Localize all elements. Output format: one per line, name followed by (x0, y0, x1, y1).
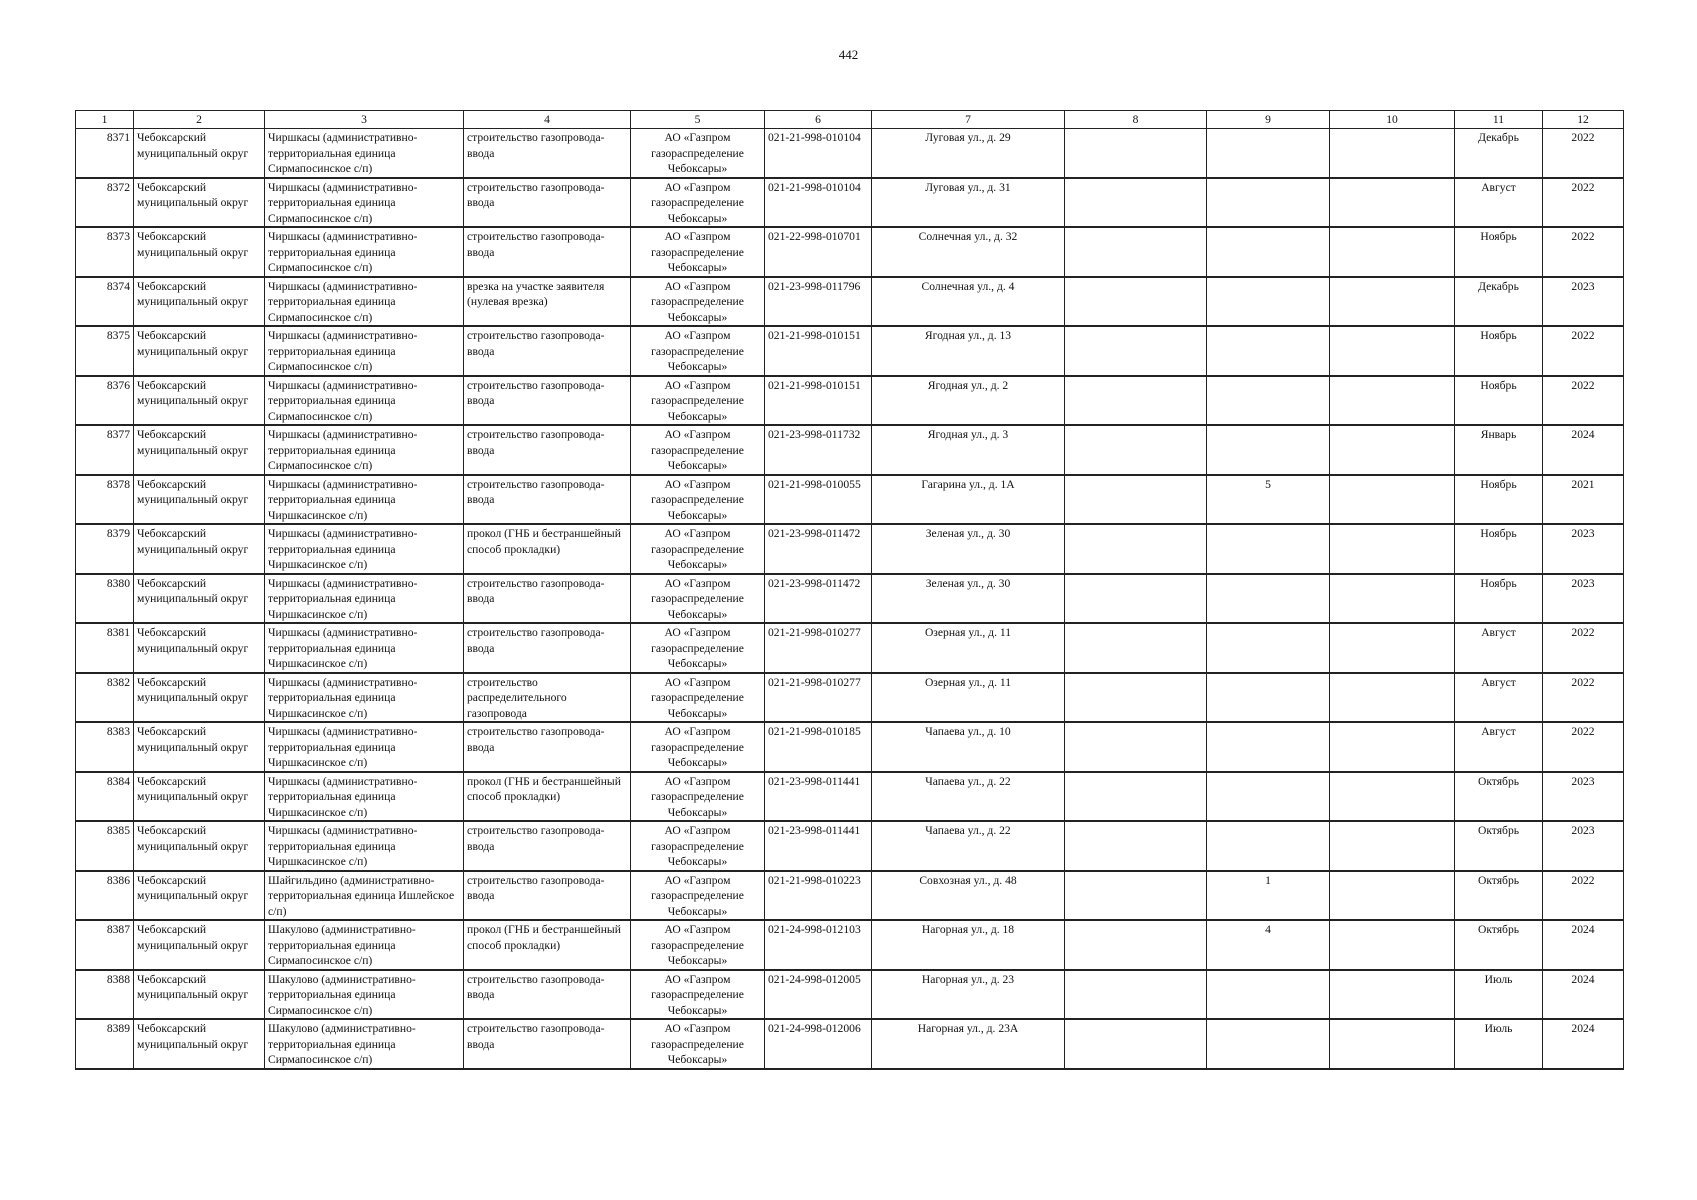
col-9-value-cell (1207, 129, 1330, 178)
application-number-cell: 021-21-998-010055 (765, 475, 872, 525)
header-col-7: 7 (872, 111, 1065, 129)
organization-cell: АО «Газпром газораспределение Чебоксары» (631, 277, 765, 327)
col-9-value-cell (1207, 574, 1330, 624)
organization-cell: АО «Газпром газораспределение Чебоксары» (631, 673, 765, 723)
table-row (76, 722, 1624, 772)
year-cell: 2023 (1543, 574, 1624, 624)
col-9-value-cell (1207, 326, 1330, 376)
col-8-value-cell (1065, 623, 1207, 673)
col-8-value-cell (1065, 524, 1207, 574)
col-8-value-cell (1065, 920, 1207, 970)
record-number-cell: 8371 (76, 129, 134, 178)
settlement-cell: Чиршкасы (административно-территориальная единица Сирмапосинское с/п) (265, 129, 464, 178)
year-cell: 2021 (1543, 475, 1624, 525)
application-number-cell: 021-21-998-010185 (765, 722, 872, 772)
settlement-cell: Шакулово (административно-территориальная единица Сирмапосинское с/п) (265, 920, 464, 970)
work-type-cell: строительство газопровода-ввода (464, 425, 631, 475)
col-8-value-cell (1065, 970, 1207, 1020)
record-number-cell: 8382 (76, 673, 134, 723)
col-8-value-cell (1065, 277, 1207, 327)
address-cell: Луговая ул., д. 31 (872, 178, 1065, 228)
application-number-cell: 021-21-998-010277 (765, 673, 872, 723)
work-type-cell: строительство газопровода-ввода (464, 227, 631, 277)
settlement-cell: Чиршкасы (административно-территориальная единица Чиршкасинское с/п) (265, 475, 464, 525)
col-9-value-cell (1207, 821, 1330, 871)
header-col-10: 10 (1330, 111, 1455, 129)
record-number-cell: 8374 (76, 277, 134, 327)
month-cell: Декабрь (1455, 129, 1543, 178)
municipal-district-cell: Чебоксарский муниципальный округ (134, 277, 265, 327)
application-number-cell: 021-21-998-010151 (765, 376, 872, 426)
settlement-cell: Чиршкасы (административно-территориальная единица Чиршкасинское с/п) (265, 673, 464, 723)
address-cell: Ягодная ул., д. 2 (872, 376, 1065, 426)
col-8-value-cell (1065, 178, 1207, 228)
col-10-value-cell (1330, 623, 1455, 673)
year-cell: 2022 (1543, 623, 1624, 673)
header-col-2: 2 (134, 111, 265, 129)
col-8-value-cell (1065, 326, 1207, 376)
col-8-value-cell (1065, 227, 1207, 277)
table-row (76, 772, 1624, 822)
work-type-cell: строительство газопровода-ввода (464, 574, 631, 624)
organization-cell: АО «Газпром газораспределение Чебоксары» (631, 970, 765, 1020)
header-col-5: 5 (631, 111, 765, 129)
settlement-cell: Шакулово (административно-территориальная единица Сирмапосинское с/п) (265, 1019, 464, 1069)
header-col-3: 3 (265, 111, 464, 129)
year-cell: 2023 (1543, 524, 1624, 574)
col-9-value-cell (1207, 376, 1330, 426)
work-type-cell: строительство газопровода-ввода (464, 1019, 631, 1069)
address-cell: Зеленая ул., д. 30 (872, 574, 1065, 624)
year-cell: 2022 (1543, 376, 1624, 426)
month-cell: Декабрь (1455, 277, 1543, 327)
col-10-value-cell (1330, 376, 1455, 426)
settlement-cell: Чиршкасы (административно-территориальная единица Сирмапосинское с/п) (265, 425, 464, 475)
address-cell: Чапаева ул., д. 10 (872, 722, 1065, 772)
month-cell: Ноябрь (1455, 376, 1543, 426)
work-type-cell: строительство газопровода-ввода (464, 871, 631, 921)
organization-cell: АО «Газпром газораспределение Чебоксары» (631, 623, 765, 673)
year-cell: 2024 (1543, 1019, 1624, 1069)
application-number-cell: 021-21-998-010151 (765, 326, 872, 376)
organization-cell: АО «Газпром газораспределение Чебоксары» (631, 129, 765, 178)
header-col-4: 4 (464, 111, 631, 129)
header-col-9: 9 (1207, 111, 1330, 129)
col-9-value-cell (1207, 772, 1330, 822)
organization-cell: АО «Газпром газораспределение Чебоксары» (631, 376, 765, 426)
gas-connection-register-table (75, 110, 1624, 1070)
col-10-value-cell (1330, 227, 1455, 277)
col-9-value-cell (1207, 1019, 1330, 1069)
month-cell: Август (1455, 673, 1543, 723)
table-row (76, 277, 1624, 327)
municipal-district-cell: Чебоксарский муниципальный округ (134, 821, 265, 871)
table-row (76, 326, 1624, 376)
record-number-cell: 8388 (76, 970, 134, 1020)
address-cell: Луговая ул., д. 29 (872, 129, 1065, 178)
address-cell: Совхозная ул., д. 48 (872, 871, 1065, 921)
table-row (76, 227, 1624, 277)
address-cell: Ягодная ул., д. 13 (872, 326, 1065, 376)
table-row (76, 129, 1624, 178)
work-type-cell: строительство газопровода-ввода (464, 129, 631, 178)
year-cell: 2023 (1543, 821, 1624, 871)
table-row (76, 623, 1624, 673)
application-number-cell: 021-24-998-012103 (765, 920, 872, 970)
col-9-value-cell (1207, 673, 1330, 723)
application-number-cell: 021-23-998-011796 (765, 277, 872, 327)
table-row (76, 673, 1624, 723)
municipal-district-cell: Чебоксарский муниципальный округ (134, 376, 265, 426)
col-10-value-cell (1330, 673, 1455, 723)
col-10-value-cell (1330, 722, 1455, 772)
address-cell: Ягодная ул., д. 3 (872, 425, 1065, 475)
organization-cell: АО «Газпром газораспределение Чебоксары» (631, 475, 765, 525)
col-9-value-cell (1207, 277, 1330, 327)
settlement-cell: Чиршкасы (административно-территориальная единица Чиршкасинское с/п) (265, 574, 464, 624)
work-type-cell: строительство распределительного газопровода (464, 673, 631, 723)
record-number-cell: 8386 (76, 871, 134, 921)
municipal-district-cell: Чебоксарский муниципальный округ (134, 1019, 265, 1069)
col-9-value-cell (1207, 623, 1330, 673)
header-col-11: 11 (1455, 111, 1543, 129)
register-body (76, 129, 1624, 1069)
record-number-cell: 8381 (76, 623, 134, 673)
settlement-cell: Шайгильдино (административно-территориальная единица Ишлейское с/п) (265, 871, 464, 921)
year-cell: 2023 (1543, 277, 1624, 327)
application-number-cell: 021-24-998-012006 (765, 1019, 872, 1069)
month-cell: Август (1455, 178, 1543, 228)
organization-cell: АО «Газпром газораспределение Чебоксары» (631, 920, 765, 970)
record-number-cell: 8375 (76, 326, 134, 376)
table-row (76, 376, 1624, 426)
header-col-8: 8 (1065, 111, 1207, 129)
application-number-cell: 021-21-998-010104 (765, 129, 872, 178)
col-9-value-cell (1207, 425, 1330, 475)
year-cell: 2022 (1543, 227, 1624, 277)
col-8-value-cell (1065, 376, 1207, 426)
application-number-cell: 021-21-998-010223 (765, 871, 872, 921)
col-10-value-cell (1330, 970, 1455, 1020)
municipal-district-cell: Чебоксарский муниципальный округ (134, 623, 265, 673)
work-type-cell: прокол (ГНБ и бестраншейный способ прокладки) (464, 772, 631, 822)
col-8-value-cell (1065, 722, 1207, 772)
work-type-cell: строительство газопровода-ввода (464, 178, 631, 228)
year-cell: 2022 (1543, 129, 1624, 178)
address-cell: Гагарина ул., д. 1А (872, 475, 1065, 525)
year-cell: 2022 (1543, 722, 1624, 772)
col-10-value-cell (1330, 871, 1455, 921)
application-number-cell: 021-23-998-011472 (765, 524, 872, 574)
work-type-cell: врезка на участке заявителя (нулевая врезка) (464, 277, 631, 327)
month-cell: Ноябрь (1455, 326, 1543, 376)
table-row (76, 821, 1624, 871)
municipal-district-cell: Чебоксарский муниципальный округ (134, 673, 265, 723)
settlement-cell: Чиршкасы (административно-территориальная единица Сирмапосинское с/п) (265, 277, 464, 327)
record-number-cell: 8376 (76, 376, 134, 426)
table-row (76, 1019, 1624, 1069)
col-9-value-cell: 5 (1207, 475, 1330, 525)
application-number-cell: 021-21-998-010104 (765, 178, 872, 228)
col-8-value-cell (1065, 425, 1207, 475)
col-10-value-cell (1330, 425, 1455, 475)
record-number-cell: 8389 (76, 1019, 134, 1069)
col-10-value-cell (1330, 129, 1455, 178)
table-row (76, 475, 1624, 525)
settlement-cell: Чиршкасы (административно-территориальная единица Чиршкасинское с/п) (265, 722, 464, 772)
municipal-district-cell: Чебоксарский муниципальный округ (134, 871, 265, 921)
work-type-cell: строительство газопровода-ввода (464, 623, 631, 673)
organization-cell: АО «Газпром газораспределение Чебоксары» (631, 772, 765, 822)
year-cell: 2024 (1543, 970, 1624, 1020)
record-number-cell: 8387 (76, 920, 134, 970)
work-type-cell: строительство газопровода-ввода (464, 821, 631, 871)
work-type-cell: строительство газопровода-ввода (464, 970, 631, 1020)
month-cell: Ноябрь (1455, 475, 1543, 525)
organization-cell: АО «Газпром газораспределение Чебоксары» (631, 1019, 765, 1069)
col-9-value-cell (1207, 524, 1330, 574)
organization-cell: АО «Газпром газораспределение Чебоксары» (631, 178, 765, 228)
municipal-district-cell: Чебоксарский муниципальный округ (134, 920, 265, 970)
col-9-value-cell: 4 (1207, 920, 1330, 970)
table-row (76, 871, 1624, 921)
table-row (76, 425, 1624, 475)
header-col-6: 6 (765, 111, 872, 129)
month-cell: Ноябрь (1455, 227, 1543, 277)
municipal-district-cell: Чебоксарский муниципальный округ (134, 425, 265, 475)
record-number-cell: 8378 (76, 475, 134, 525)
address-cell: Озерная ул., д. 11 (872, 673, 1065, 723)
record-number-cell: 8380 (76, 574, 134, 624)
municipal-district-cell: Чебоксарский муниципальный округ (134, 475, 265, 525)
year-cell: 2023 (1543, 772, 1624, 822)
month-cell: Ноябрь (1455, 574, 1543, 624)
application-number-cell: 021-22-998-010701 (765, 227, 872, 277)
col-10-value-cell (1330, 772, 1455, 822)
record-number-cell: 8379 (76, 524, 134, 574)
settlement-cell: Чиршкасы (административно-территориальная единица Чиршкасинское с/п) (265, 772, 464, 822)
col-10-value-cell (1330, 178, 1455, 228)
col-9-value-cell (1207, 178, 1330, 228)
month-cell: Октябрь (1455, 821, 1543, 871)
table-row (76, 970, 1624, 1020)
record-number-cell: 8373 (76, 227, 134, 277)
col-9-value-cell (1207, 227, 1330, 277)
col-10-value-cell (1330, 821, 1455, 871)
month-cell: Октябрь (1455, 772, 1543, 822)
month-cell: Октябрь (1455, 871, 1543, 921)
year-cell: 2022 (1543, 326, 1624, 376)
col-10-value-cell (1330, 326, 1455, 376)
month-cell: Ноябрь (1455, 524, 1543, 574)
municipal-district-cell: Чебоксарский муниципальный округ (134, 129, 265, 178)
table-row (76, 178, 1624, 228)
application-number-cell: 021-21-998-010277 (765, 623, 872, 673)
municipal-district-cell: Чебоксарский муниципальный округ (134, 326, 265, 376)
municipal-district-cell: Чебоксарский муниципальный округ (134, 574, 265, 624)
record-number-cell: 8384 (76, 772, 134, 822)
address-cell: Озерная ул., д. 11 (872, 623, 1065, 673)
month-cell: Август (1455, 623, 1543, 673)
organization-cell: АО «Газпром газораспределение Чебоксары» (631, 871, 765, 921)
header-col-12: 12 (1543, 111, 1624, 129)
municipal-district-cell: Чебоксарский муниципальный округ (134, 524, 265, 574)
work-type-cell: строительство газопровода-ввода (464, 326, 631, 376)
municipal-district-cell: Чебоксарский муниципальный округ (134, 178, 265, 228)
address-cell: Солнечная ул., д. 32 (872, 227, 1065, 277)
work-type-cell: строительство газопровода-ввода (464, 376, 631, 426)
col-9-value-cell (1207, 970, 1330, 1020)
col-8-value-cell (1065, 871, 1207, 921)
settlement-cell: Чиршкасы (административно-территориальная единица Сирмапосинское с/п) (265, 376, 464, 426)
col-10-value-cell (1330, 524, 1455, 574)
organization-cell: АО «Газпром газораспределение Чебоксары» (631, 524, 765, 574)
organization-cell: АО «Газпром газораспределение Чебоксары» (631, 227, 765, 277)
col-10-value-cell (1330, 574, 1455, 624)
column-number-header-row (76, 111, 1624, 129)
application-number-cell: 021-24-998-012005 (765, 970, 872, 1020)
record-number-cell: 8383 (76, 722, 134, 772)
organization-cell: АО «Газпром газораспределение Чебоксары» (631, 722, 765, 772)
year-cell: 2024 (1543, 920, 1624, 970)
settlement-cell: Шакулово (административно-территориальная единица Сирмапосинское с/п) (265, 970, 464, 1020)
municipal-district-cell: Чебоксарский муниципальный округ (134, 722, 265, 772)
address-cell: Чапаева ул., д. 22 (872, 821, 1065, 871)
settlement-cell: Чиршкасы (административно-территориальная единица Сирмапосинское с/п) (265, 227, 464, 277)
work-type-cell: прокол (ГНБ и бестраншейный способ прокладки) (464, 920, 631, 970)
month-cell: Октябрь (1455, 920, 1543, 970)
work-type-cell: строительство газопровода-ввода (464, 722, 631, 772)
municipal-district-cell: Чебоксарский муниципальный округ (134, 970, 265, 1020)
application-number-cell: 021-23-998-011472 (765, 574, 872, 624)
col-8-value-cell (1065, 772, 1207, 822)
application-number-cell: 021-23-998-011732 (765, 425, 872, 475)
year-cell: 2022 (1543, 871, 1624, 921)
settlement-cell: Чиршкасы (административно-территориальная единица Чиршкасинское с/п) (265, 821, 464, 871)
address-cell: Зеленая ул., д. 30 (872, 524, 1065, 574)
header-col-1: 1 (76, 111, 134, 129)
month-cell: Июль (1455, 970, 1543, 1020)
settlement-cell: Чиршкасы (административно-территориальная единица Чиршкасинское с/п) (265, 524, 464, 574)
address-cell: Нагорная ул., д. 23А (872, 1019, 1065, 1069)
col-10-value-cell (1330, 475, 1455, 525)
record-number-cell: 8385 (76, 821, 134, 871)
organization-cell: АО «Газпром газораспределение Чебоксары» (631, 425, 765, 475)
month-cell: Июль (1455, 1019, 1543, 1069)
year-cell: 2024 (1543, 425, 1624, 475)
col-8-value-cell (1065, 673, 1207, 723)
record-number-cell: 8372 (76, 178, 134, 228)
col-8-value-cell (1065, 1019, 1207, 1069)
work-type-cell: строительство газопровода-ввода (464, 475, 631, 525)
table-row (76, 524, 1624, 574)
col-9-value-cell (1207, 722, 1330, 772)
address-cell: Солнечная ул., д. 4 (872, 277, 1065, 327)
col-8-value-cell (1065, 475, 1207, 525)
organization-cell: АО «Газпром газораспределение Чебоксары» (631, 326, 765, 376)
settlement-cell: Чиршкасы (административно-территориальная единица Сирмапосинское с/п) (265, 178, 464, 228)
organization-cell: АО «Газпром газораспределение Чебоксары» (631, 574, 765, 624)
col-10-value-cell (1330, 277, 1455, 327)
year-cell: 2022 (1543, 673, 1624, 723)
year-cell: 2022 (1543, 178, 1624, 228)
month-cell: Январь (1455, 425, 1543, 475)
application-number-cell: 021-23-998-011441 (765, 821, 872, 871)
work-type-cell: прокол (ГНБ и бестраншейный способ прокладки) (464, 524, 631, 574)
table-row (76, 574, 1624, 624)
settlement-cell: Чиршкасы (административно-территориальная единица Чиршкасинское с/п) (265, 623, 464, 673)
address-cell: Чапаева ул., д. 22 (872, 772, 1065, 822)
address-cell: Нагорная ул., д. 18 (872, 920, 1065, 970)
col-8-value-cell (1065, 574, 1207, 624)
settlement-cell: Чиршкасы (административно-территориальная единица Сирмапосинское с/п) (265, 326, 464, 376)
record-number-cell: 8377 (76, 425, 134, 475)
col-10-value-cell (1330, 920, 1455, 970)
organization-cell: АО «Газпром газораспределение Чебоксары» (631, 821, 765, 871)
page-number: 442 (838, 47, 859, 62)
table-row (76, 920, 1624, 970)
col-8-value-cell (1065, 129, 1207, 178)
col-8-value-cell (1065, 821, 1207, 871)
application-number-cell: 021-23-998-011441 (765, 772, 872, 822)
address-cell: Нагорная ул., д. 23 (872, 970, 1065, 1020)
col-10-value-cell (1330, 1019, 1455, 1069)
col-9-value-cell: 1 (1207, 871, 1330, 921)
municipal-district-cell: Чебоксарский муниципальный округ (134, 227, 265, 277)
month-cell: Август (1455, 722, 1543, 772)
municipal-district-cell: Чебоксарский муниципальный округ (134, 772, 265, 822)
